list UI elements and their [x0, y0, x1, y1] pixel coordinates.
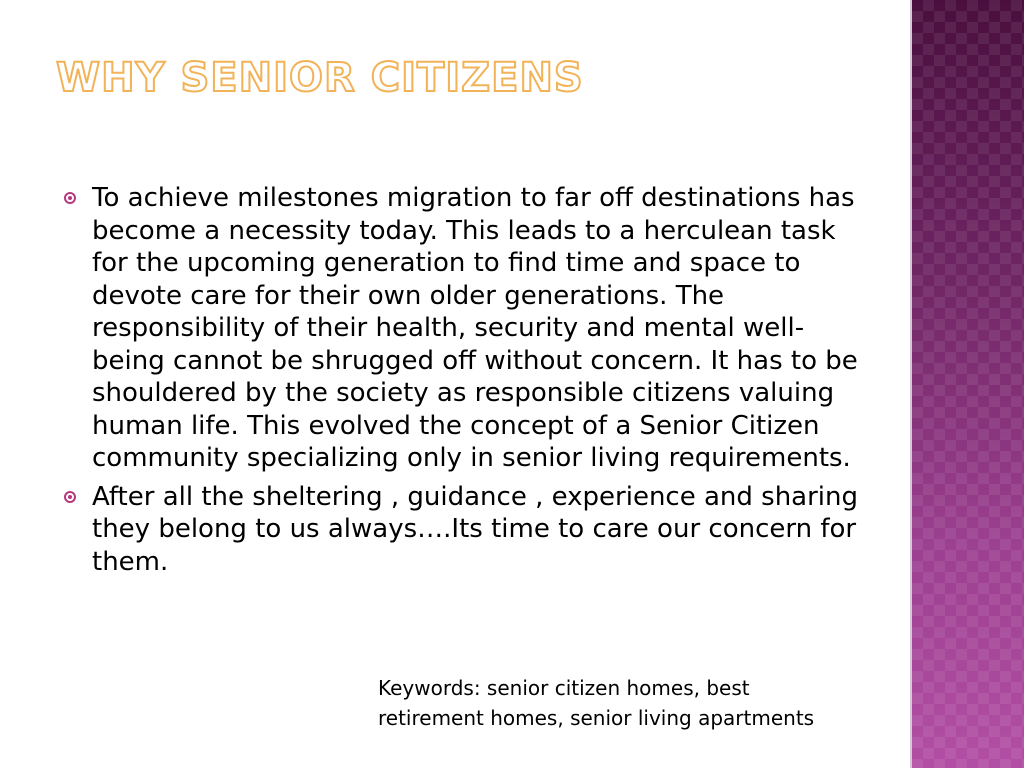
slide-title: WHY SENIOR CITIZENS — [56, 55, 584, 101]
circle-bullet-icon — [64, 491, 76, 503]
decorative-side-band — [912, 0, 1024, 768]
bullet-item — [62, 182, 862, 475]
bullet-text: After all the sheltering , guidance , experience and sharing they belong to us always….Its time to care our concern for them. — [92, 481, 859, 577]
bullet-list — [62, 182, 862, 584]
circle-bullet-icon — [64, 192, 76, 204]
keywords-text: Keywords: senior citizen homes, best retirement homes, senior living apartments — [378, 676, 815, 730]
bullet-text: To achieve milestones migration to far off destinations has become a necessity today. This leads to a herculean task for the upcoming generation to find time and space to devote care for their own older generations. The responsibility of their health, security and mental well-being cannot be shrugged off without concern. It has to be shouldered by the society as responsible citizens valuing human life. This evolved the concept of a Senior Citizen community specializing only in senior living requirements. — [92, 183, 858, 473]
bullet-item — [62, 481, 862, 579]
